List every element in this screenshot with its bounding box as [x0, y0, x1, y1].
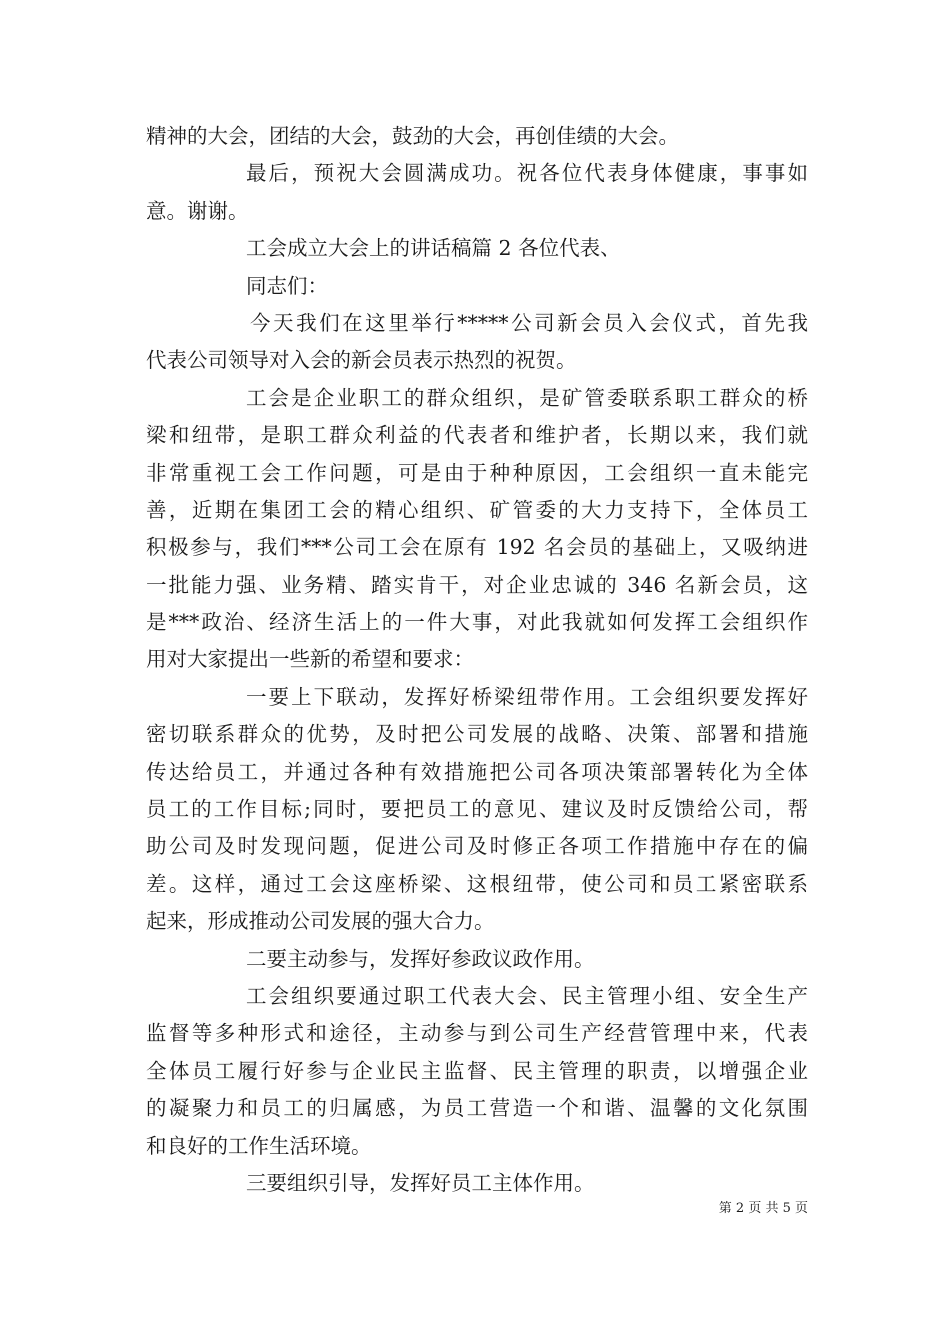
text-line: 意。谢谢。 [146, 198, 249, 223]
text-line: 的凝聚力和员工的归属感，为员工营造一个和谐、温馨的文化氛围 [146, 1096, 808, 1121]
text-line: 梁和纽带，是职工群众利益的代表者和维护者，长期以来，我们就 [146, 423, 808, 448]
text-line: 代表公司领导对入会的新会员表示热烈的祝贺。 [146, 348, 577, 373]
text-line: 非常重视工会工作问题，可是由于种种原因，工会组织一直未能完 [146, 460, 808, 485]
text-line: 一要上下联动，发挥好桥梁纽带作用。工会组织要发挥好 [246, 684, 808, 709]
text-line: 一批能力强、业务精、踏实肯干，对企业忠诚的 346 名新会员，这 [146, 572, 808, 597]
text-line: 工会组织要通过职工代表大会、民主管理小组、安全生产 [246, 983, 808, 1008]
page-number-footer: 第 2 页 共 5 页 [718, 1201, 808, 1216]
text-line: 差。这样，通过工会这座桥梁、这根纽带，使公司和员工紧密联系 [146, 871, 808, 896]
document-body [146, 118, 808, 1202]
text-line: 二要主动参与，发挥好参政议政作用。 [246, 946, 595, 971]
text-line: 助公司及时发现问题，促进公司及时修正各项工作措施中存在的偏 [146, 834, 808, 859]
text-line: 全体员工履行好参与企业民主监督、民主管理的职责，以增强企业 [146, 1058, 808, 1083]
text-line: 精神的大会，团结的大会，鼓劲的大会，再创佳绩的大会。 [146, 124, 679, 148]
text-line: 最后，预祝大会圆满成功。祝各位代表身体健康，事事如 [246, 161, 808, 186]
text-line: 和良好的工作生活环境。 [146, 1133, 372, 1158]
text-line: 用对大家提出一些新的希望和要求： [146, 647, 474, 672]
text-line: 密切联系群众的优势，及时把公司发展的战略、决策、部署和措施 [146, 722, 808, 747]
salutation: 同志们： [246, 273, 328, 298]
text-line: 三要组织引导，发挥好员工主体作用。 [246, 1170, 595, 1195]
text-line: 监督等多种形式和途径，主动参与到公司生产经营管理中来，代表 [146, 1021, 808, 1046]
text-line: 积极参与，我们***公司工会在原有 192 名会员的基础上，又吸纳进 [146, 535, 808, 560]
text-line: 是***政治、经济生活上的一件大事，对此我就如何发挥工会组织作 [146, 610, 808, 635]
text-line: 员工的工作目标;同时，要把员工的意见、建议及时反馈给公司，帮 [146, 797, 808, 822]
section-heading: 工会成立大会上的讲话稿篇 2 各位代表、 [246, 236, 621, 261]
text-line: 传达给员工，并通过各种有效措施把公司各项决策部署转化为全体 [146, 759, 808, 784]
text-line: 今天我们在这里举行*****公司新会员入会仪式，首先我 [250, 310, 808, 335]
text-line: 善，近期在集团工会的精心组织、矿管委的大力支持下，全体员工 [146, 497, 808, 522]
text-line: 起来，形成推动公司发展的强大合力。 [146, 909, 495, 934]
text-line: 工会是企业职工的群众组织，是矿管委联系职工群众的桥 [246, 385, 808, 410]
